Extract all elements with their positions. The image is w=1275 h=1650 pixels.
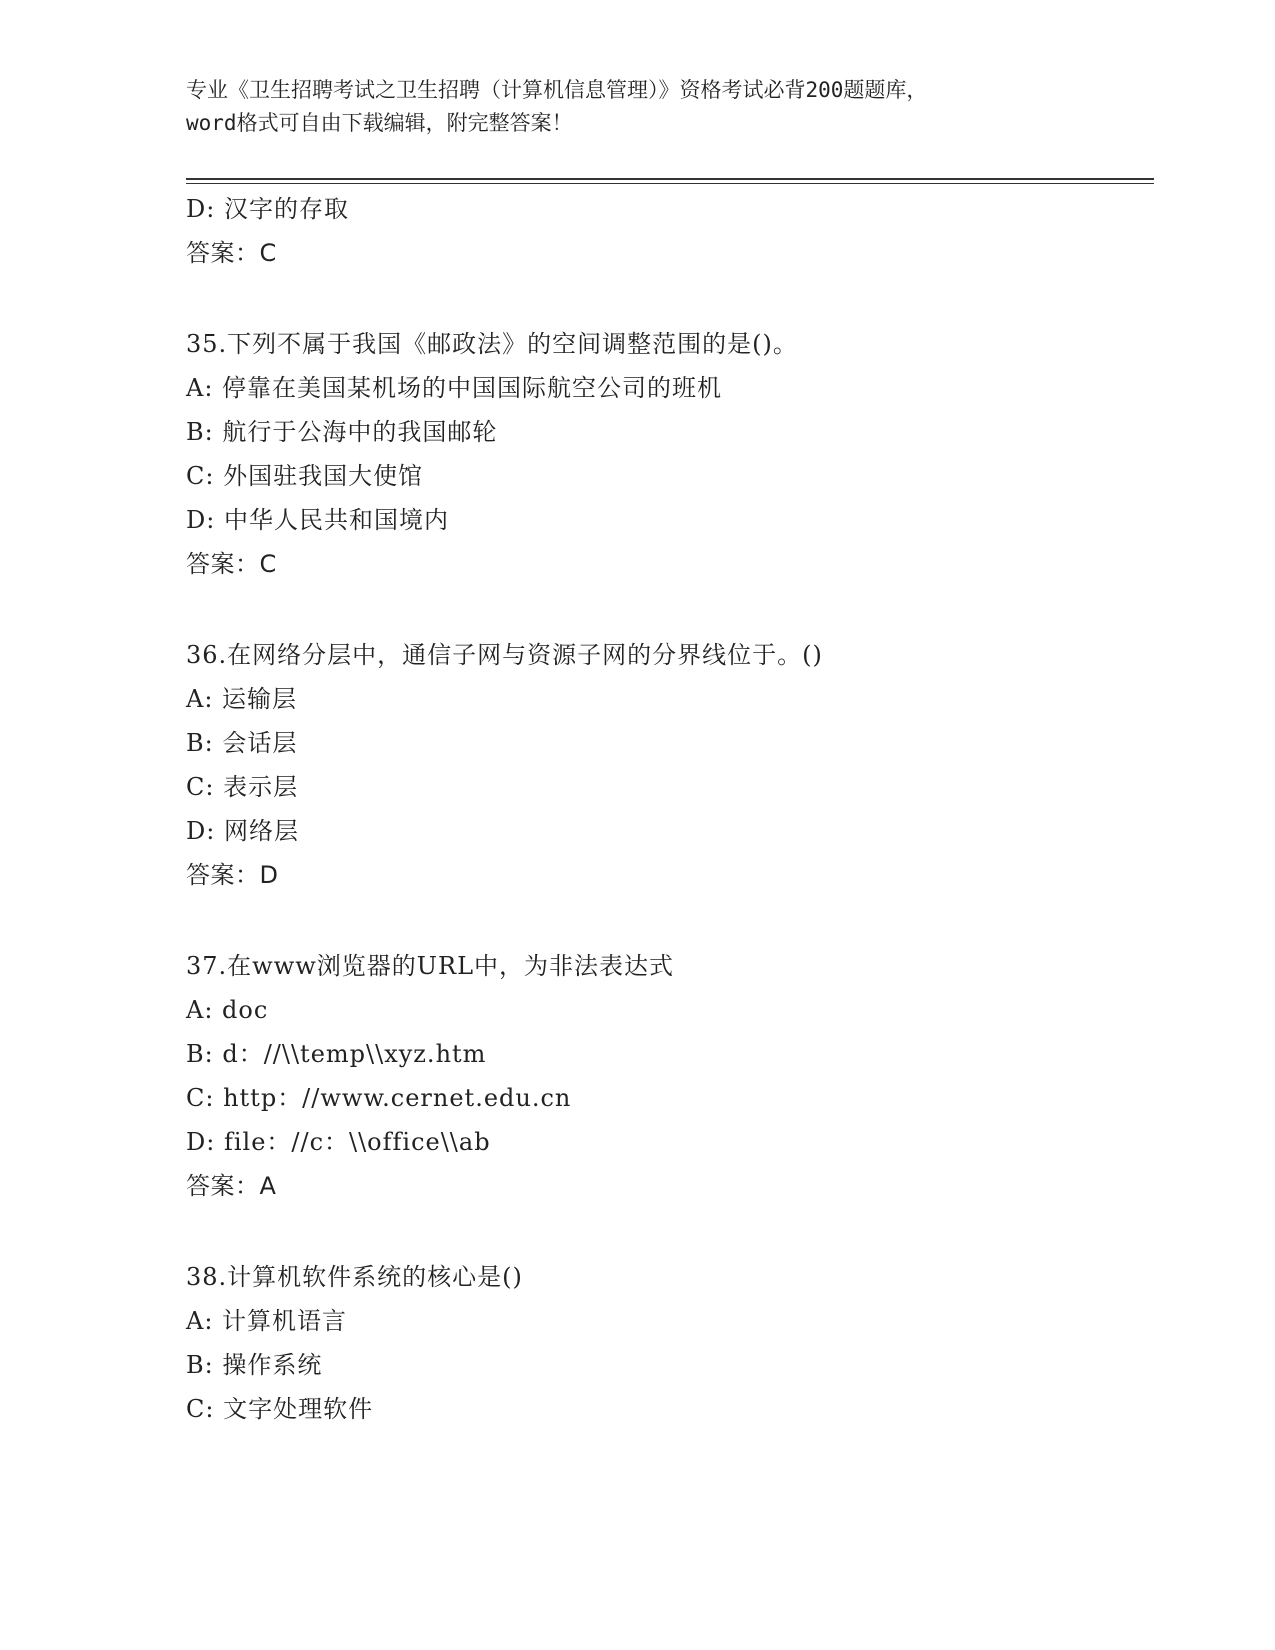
question-36-option-c: C: 表示层 (186, 773, 299, 801)
question-37-option-d: D: file：//c：\\office\\ab (186, 1128, 491, 1156)
question-38-stem: 38.计算机软件系统的核心是() (186, 1263, 523, 1291)
question-35-option-c: C: 外国驻我国大使馆 (186, 462, 424, 490)
question-36-option-d: D: 网络层 (186, 817, 299, 845)
header-divider-thin (186, 183, 1154, 184)
question-37-answer: 答案：A (186, 1172, 277, 1200)
question-36-option-a: A: 运输层 (186, 685, 298, 713)
question-37-stem: 37.在www浏览器的URL中，为非法表达式 (186, 952, 675, 980)
question-38-option-a: A: 计算机语言 (186, 1307, 348, 1335)
header-line-1: 专业《卫生招聘考试之卫生招聘（计算机信息管理）》资格考试必背200题题库， (186, 78, 928, 102)
question-37-option-a: A: doc (186, 996, 269, 1024)
header-line-2: word格式可自由下载编辑，附完整答案！ (186, 111, 573, 135)
header-divider (186, 178, 1154, 180)
question-35-answer: 答案：C (186, 550, 277, 578)
question-36-stem: 36.在网络分层中，通信子网与资源子网的分界线位于。() (186, 641, 823, 669)
document-header (186, 74, 1086, 140)
question-35-stem: 35.下列不属于我国《邮政法》的空间调整范围的是()。 (186, 330, 798, 358)
question-37-option-c: C: http：//www.cernet.edu.cn (186, 1084, 572, 1112)
question-38-option-b: B: 操作系统 (186, 1351, 323, 1379)
question-38-option-c: C: 文字处理软件 (186, 1395, 374, 1423)
question-35-option-d: D: 中华人民共和国境内 (186, 506, 449, 534)
question-35-option-b: B: 航行于公海中的我国邮轮 (186, 418, 498, 446)
question-36-option-b: B: 会话层 (186, 729, 298, 757)
prev-question-option-d: D: 汉字的存取 (186, 195, 349, 223)
question-35-option-a: A: 停靠在美国某机场的中国国际航空公司的班机 (186, 374, 723, 402)
question-36-answer: 答案：D (186, 861, 279, 889)
prev-question-answer: 答案：C (186, 239, 277, 267)
question-37-option-b: B: d：//\\temp\\xyz.htm (186, 1040, 487, 1068)
